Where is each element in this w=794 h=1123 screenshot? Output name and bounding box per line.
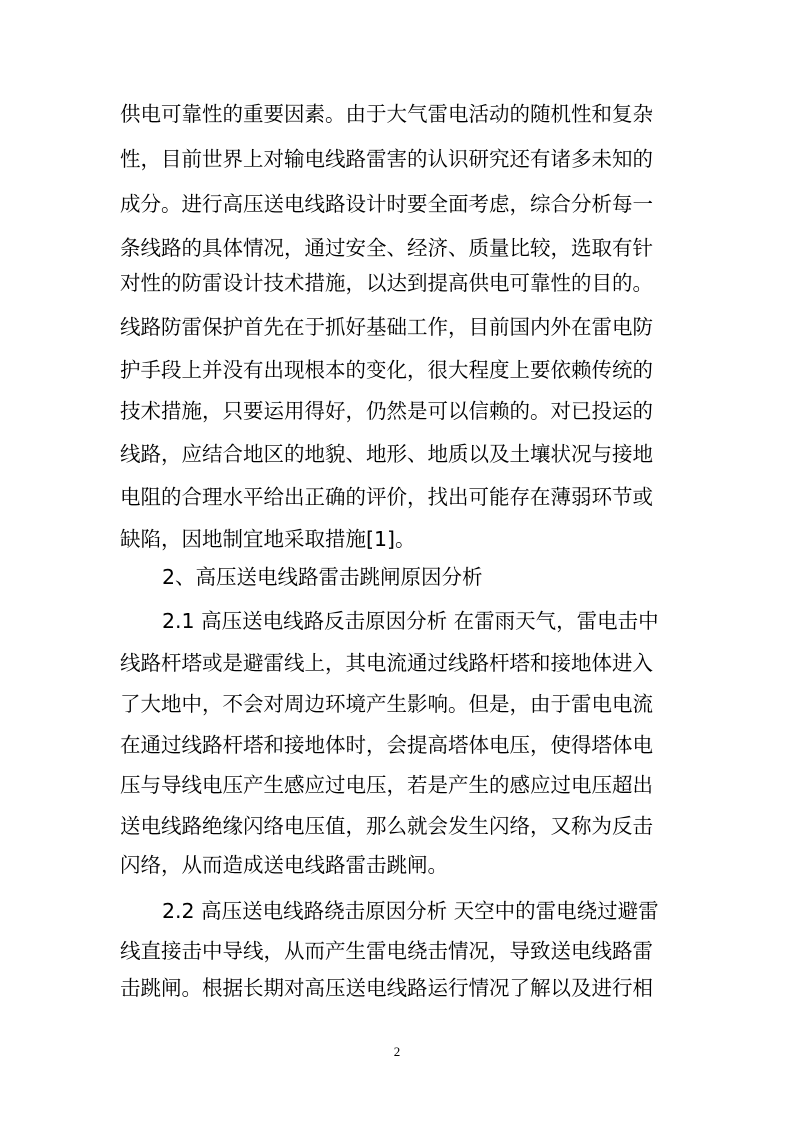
body-text-line: 在通过线路杆塔和接地体时，会提高塔体电压，使得塔体电 xyxy=(120,733,653,757)
body-text-line: 条线路的具体情况，通过安全、经济、质量比较，选取有针 xyxy=(120,236,653,260)
body-text-line: 护手段上并没有出现根本的变化，很大程度上要依赖传统的 xyxy=(120,358,653,382)
body-text-line: 2.2 高压送电线路绕击原因分析 天空中的雷电绕过避雷 xyxy=(162,899,659,923)
body-text-line: 性，目前世界上对输电线路雷害的认识研究还有诸多未知的 xyxy=(120,147,653,171)
body-text-line: 技术措施，只要运用得好，仍然是可以信赖的。对已投运的 xyxy=(120,399,653,423)
section-heading: 2、高压送电线路雷击跳闸原因分析 xyxy=(162,565,483,589)
body-text-line: 2.1 高压送电线路反击原因分析 在雷雨天气，雷电击中 xyxy=(162,609,659,633)
body-text-line: 击跳闸。根据长期对高压送电线路运行情况了解以及进行相 xyxy=(120,976,653,1000)
body-text-line: 对性的防雷设计技术措施，以达到提高供电可靠性的目的。 xyxy=(120,271,653,295)
body-text-line: 了大地中，不会对周边环境产生影响。但是，由于雷电电流 xyxy=(120,692,653,716)
body-text-line: 线路杆塔或是避雷线上，其电流通过线路杆塔和接地体进入 xyxy=(120,651,653,675)
body-text-line: 线路防雷保护首先在于抓好基础工作，目前国内外在雷电防 xyxy=(120,315,653,339)
body-text-line: 送电线路绝缘闪络电压值，那么就会发生闪络，又称为反击 xyxy=(120,814,653,838)
body-text-line: 成分。进行高压送电线路设计时要全面考虑，综合分析每一 xyxy=(120,192,653,216)
page-number: 2 xyxy=(393,1044,401,1059)
body-text-line: 电阻的合理水平给出正确的评价，找出可能存在薄弱环节或 xyxy=(120,485,653,509)
body-text-line: 线直接击中导线，从而产生雷电绕击情况，导致送电线路雷 xyxy=(120,939,653,963)
body-text-line: 线路，应结合地区的地貌、地形、地质以及土壤状况与接地 xyxy=(120,442,653,466)
body-text-line: 缺陷，因地制宜地采取措施[1]。 xyxy=(120,527,416,551)
body-text-line: 压与导线电压产生感应过电压，若是产生的感应过电压超出 xyxy=(120,773,653,797)
body-text-line: 闪络，从而造成送电线路雷击跳闸。 xyxy=(120,853,448,877)
body-text-line: 供电可靠性的重要因素。由于大气雷电活动的随机性和复杂 xyxy=(120,102,653,126)
